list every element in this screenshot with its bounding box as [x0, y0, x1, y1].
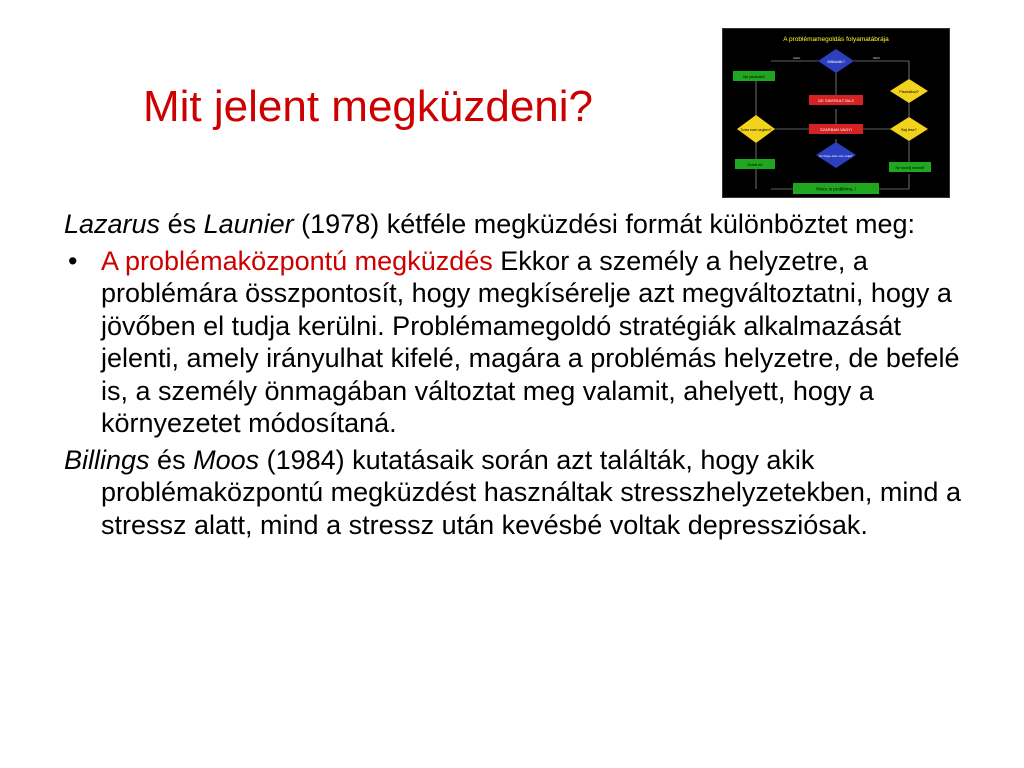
- highlighted-term: A problémaközpontú megküzdés: [101, 245, 493, 276]
- author-name: Billings: [64, 444, 150, 475]
- bullet-item: [64, 245, 964, 440]
- slide-body: [64, 208, 964, 545]
- decision-can-fix-label: Tudsz ezen segíteni?: [740, 128, 772, 132]
- decision-works-label: Működik?: [827, 59, 845, 64]
- decision-touched-label: Piszkáltad?: [899, 90, 919, 94]
- box-in-trouble-label: SZARBAN VAGY!: [820, 127, 852, 132]
- paragraph-text: (1978) kétféle megküzdési formát különböztet meg:: [293, 209, 915, 239]
- paragraph-billings: [64, 444, 964, 542]
- bullet-marker: •: [68, 245, 78, 276]
- author-name: Launier: [203, 209, 294, 239]
- box-say-nothing-label: Ne mondj semmit!: [895, 166, 925, 170]
- author-name: Lazarus: [64, 209, 161, 239]
- flowchart-heading: A problémamegoldás folyamatábrája: [783, 36, 889, 43]
- decision-trouble-label: Baj lesz?: [901, 128, 917, 132]
- flowchart-thumbnail-image: [722, 28, 950, 198]
- box-no-problem-label: Nincs is probléma..!: [816, 186, 856, 192]
- decision-bad-idea-label: Ez hülye ötlet volt, tudja?: [819, 154, 853, 158]
- author-name: Moos: [193, 444, 260, 475]
- flow-yes-label: IGEN: [793, 56, 801, 60]
- conjunction: és: [149, 444, 194, 475]
- box-throw-away-label: Dobd el!: [747, 162, 763, 167]
- slide-title: Mit jelent megküzdeni?: [143, 82, 594, 131]
- conjunction: és: [160, 209, 204, 239]
- flow-no-label: NEM: [873, 56, 880, 60]
- box-trouble-label: DE SIKERULT BAJ!: [818, 98, 854, 103]
- paragraph-lazarus: [64, 208, 964, 241]
- paragraph-text: (1984) kutatásaik során azt találták, hogy akik problémaközpontú megküzdést használtak stresszhelyzetekben, mind a stressz alatt, mind a stressz után kevésbé voltak depressziósak.: [101, 444, 961, 540]
- flowchart-diagram: [723, 29, 949, 197]
- bullet-text: Ekkor a személy a helyzetre, a problémára összpontosít, hogy megkísérelje azt megváltoztatni, hogy a jövőben el tudja kerülni. Problémamegoldó stratégiák alkalmazását jelenti, amely irányulhat kifelé, magára a problémás helyzetre, de befelé is, a személy önmagában változtat meg valamit, ahelyett, hogy a környezetet módosítaná.: [101, 245, 960, 438]
- box-dont-touch-label: Ne piszkáld!: [743, 74, 765, 79]
